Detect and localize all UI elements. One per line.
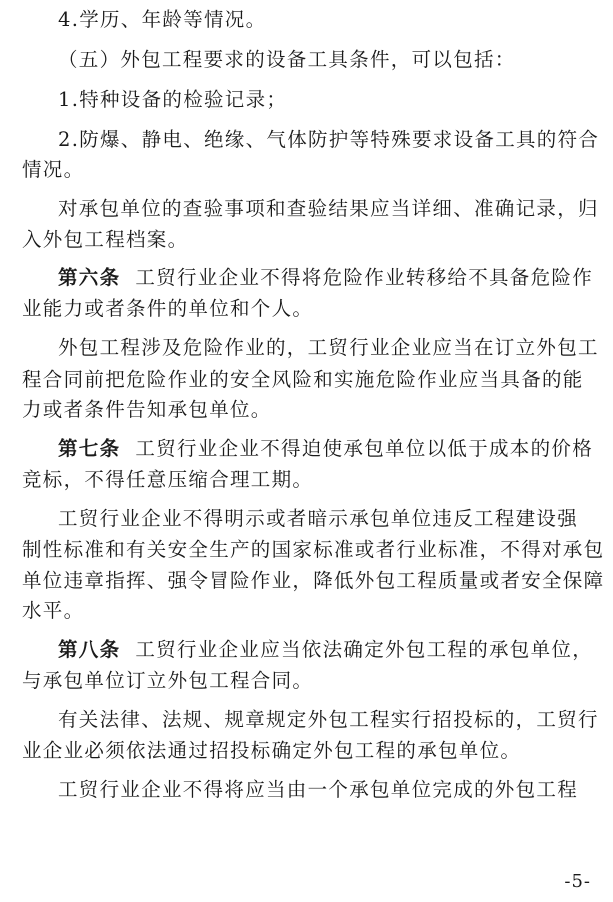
article-seven-line — [58, 437, 593, 461]
text-line: 入外包工程档案。 — [22, 228, 189, 251]
article-heading: 第七条 — [58, 437, 121, 460]
text-line: 有关法律、法规、规章规定外包工程实行招投标的，工贸行 — [58, 708, 599, 731]
text-line: 制性标准和有关安全生产的国家标准或者行业标准，不得对承包 — [22, 538, 605, 561]
text-line: （五）外包工程要求的设备工具条件，可以包括： — [58, 48, 516, 71]
text-line: 与承包单位订立外包工程合同。 — [22, 669, 314, 692]
article-text: 工贸行业企业不得迫使承包单位以低于成本的价格 — [135, 437, 594, 460]
article-heading: 第八条 — [58, 638, 121, 661]
article-eight-line — [58, 638, 593, 662]
text-line: 1.特种设备的检验记录； — [58, 88, 288, 111]
text-line: 竞标，不得任意压缩合理工期。 — [22, 468, 314, 491]
article-text: 工贸行业企业应当依法确定外包工程的承包单位， — [135, 638, 594, 661]
text-line: 力或者条件告知承包单位。 — [22, 398, 272, 421]
text-line: 工贸行业企业不得将应当由一个承包单位完成的外包工程 — [58, 778, 579, 801]
text-line: 外包工程涉及危险作业的，工贸行业企业应当在订立外包工 — [58, 336, 599, 359]
text-line: 单位违章指挥、强令冒险作业，降低外包工程质量或者安全保障 — [22, 569, 605, 592]
text-line: 2.防爆、静电、绝缘、气体防护等特殊要求设备工具的符合 — [58, 128, 600, 151]
article-text: 工贸行业企业不得将危险作业转移给不具备危险作 — [135, 266, 594, 289]
text-line: 对承包单位的查验事项和查验结果应当详细、准确记录，归 — [58, 197, 599, 220]
article-six-line — [58, 266, 593, 290]
text-line: 业企业必须依法通过招投标确定外包工程的承包单位。 — [22, 739, 522, 762]
text-line: 程合同前把危险作业的安全风险和实施危险作业应当具备的能 — [22, 368, 584, 391]
page-number: -5- — [564, 871, 591, 892]
text-line: 4.学历、年龄等情况。 — [58, 8, 267, 31]
article-heading: 第六条 — [58, 266, 121, 289]
text-line: 水平。 — [22, 599, 85, 622]
text-line: 情况。 — [22, 158, 85, 181]
text-line: 业能力或者条件的单位和个人。 — [22, 297, 314, 320]
text-line: 工贸行业企业不得明示或者暗示承包单位违反工程建设强 — [58, 507, 579, 530]
